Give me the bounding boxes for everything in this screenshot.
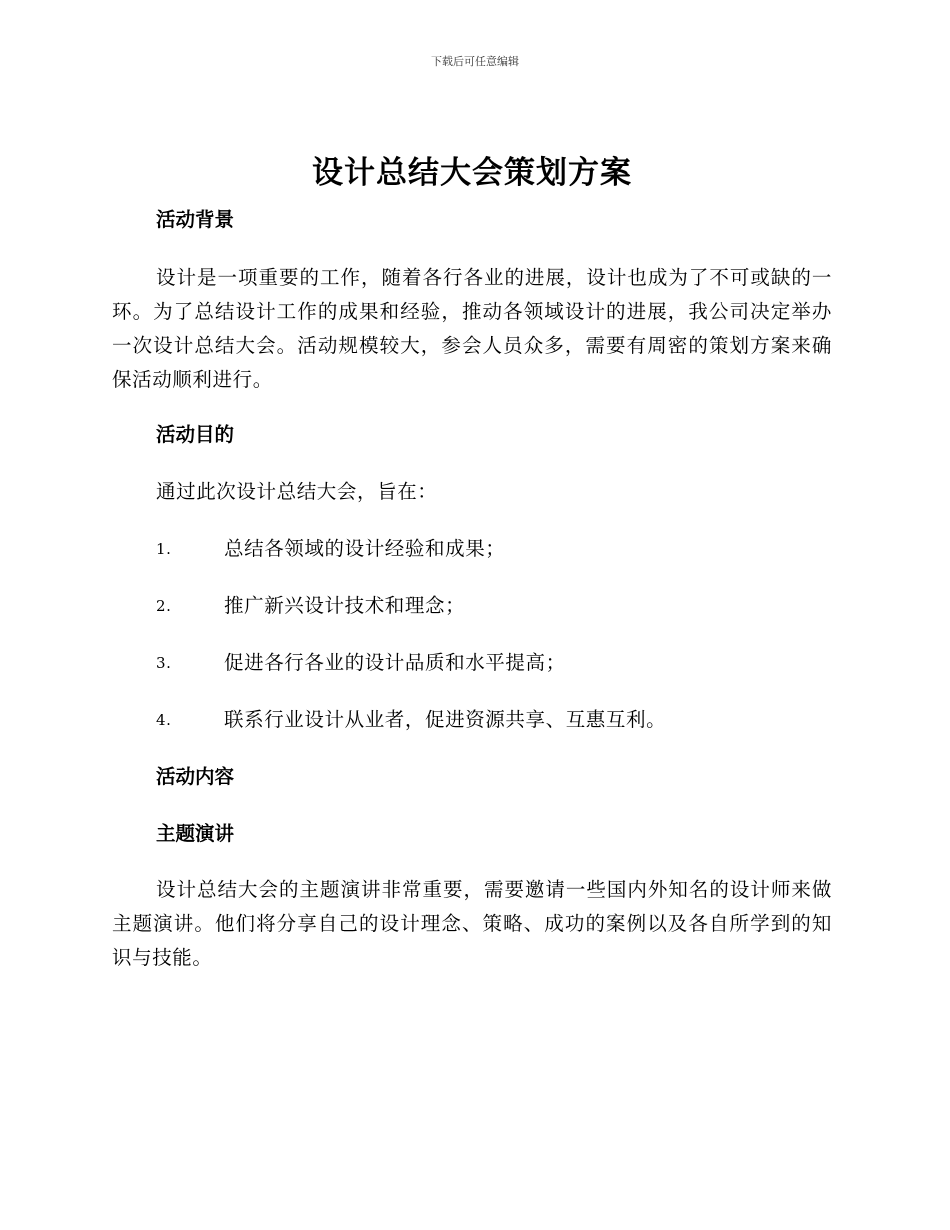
keynote-paragraph: 设计总结大会的主题演讲非常重要，需要邀请一些国内外知名的设计师来做主题演讲。他们将分享自己的设计理念、策略、成功的案例以及各自所学到的知识与技能。 [112, 878, 832, 969]
list-item [112, 706, 832, 734]
document-body [112, 148, 832, 975]
list-item [112, 592, 832, 620]
list-item-number: 3. [156, 654, 172, 672]
list-item [112, 649, 832, 677]
list-item-text: 总结各领域的设计经验和成果； [224, 537, 506, 560]
purpose-intro: 通过此次设计总结大会，旨在： [156, 480, 438, 503]
list-item-number: 2. [156, 597, 172, 615]
list-item [112, 535, 832, 563]
subsection-heading-keynote: 主题演讲 [156, 822, 235, 845]
list-item-number: 1. [156, 540, 172, 558]
document-title: 设计总结大会策划方案 [312, 155, 632, 191]
list-item-text: 推广新兴设计技术和理念； [224, 594, 466, 617]
section-heading-background: 活动背景 [156, 208, 235, 231]
list-item-text: 联系行业设计从业者，促进资源共享、互惠互利。 [224, 708, 667, 731]
list-item-text: 促进各行各业的设计品质和水平提高； [224, 651, 566, 674]
section-heading-purpose: 活动目的 [156, 423, 235, 446]
list-item-number: 4. [156, 711, 172, 729]
background-paragraph: 设计是一项重要的工作，随着各行各业的进展，设计也成为了不可或缺的一环。为了总结设计工作的成果和经验，推动各领域设计的进展，我公司决定举办一次设计总结大会。活动规模较大，参会人员众多，需要有周密的策划方案来确保活动顺利进行。 [112, 266, 832, 391]
section-heading-content: 活动内容 [156, 765, 235, 788]
page-header-note: 下载后可任意编辑 [431, 55, 519, 68]
